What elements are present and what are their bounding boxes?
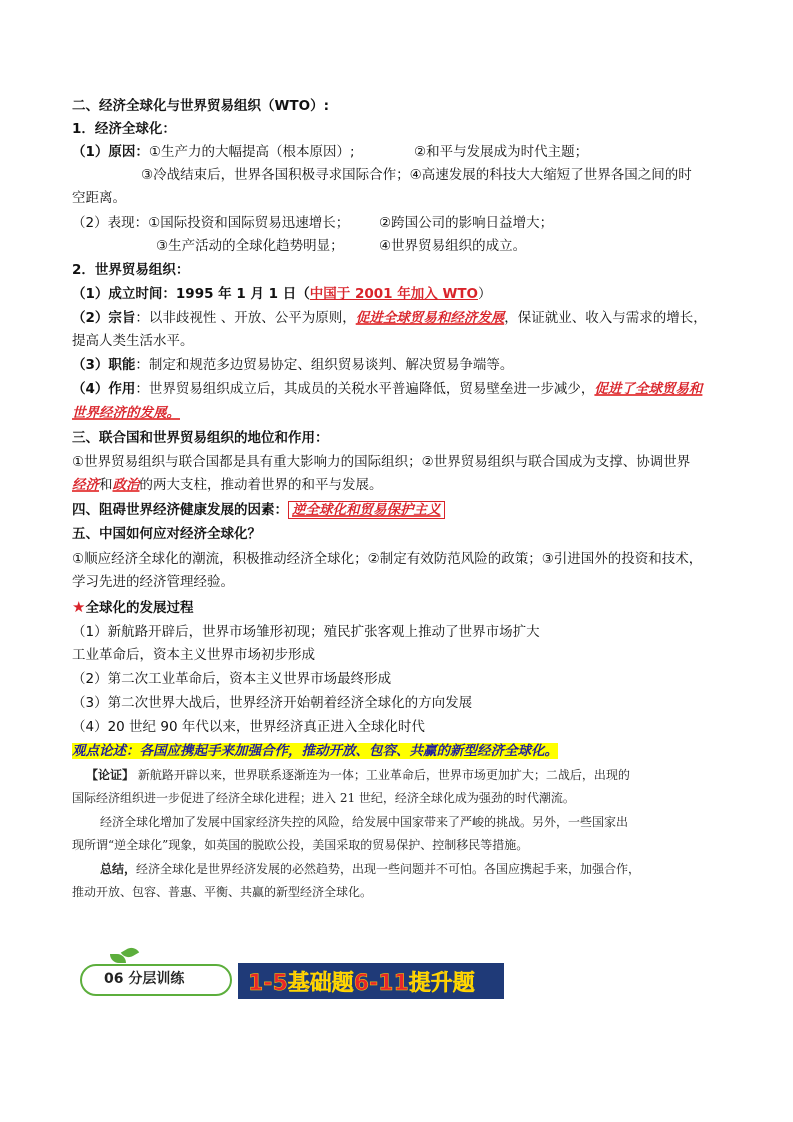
argument-p3a: 经济全球化是世界经济发展的必然趋势，出现一些问题并不可怕。各国应携起手来，加强合作， — [136, 862, 641, 876]
process-item-2: （2）第二次工业革命后，资本主义世界市场最终形成 — [72, 671, 392, 687]
function-label: （3）职能 — [72, 357, 136, 373]
section-5-line-2: 学习先进的经济管理经验。 — [72, 574, 234, 590]
purpose-text: ：以非歧视性 、开放、公平为原则， — [135, 310, 356, 326]
wto-purpose-line — [72, 308, 707, 328]
wto-effect-line — [72, 379, 702, 399]
subsection-wto-heading: 2．世界贸易组织： — [72, 262, 190, 278]
section-3-line-1: ①世界贸易组织与联合国都是具有重大影响力的国际组织；②世界贸易组织与联合国成为支撑、协调世界 — [72, 454, 691, 470]
purpose-rest: ，保证就业、收入与需求的增长， — [504, 310, 707, 326]
section-badge — [80, 958, 230, 996]
anti-globalization-highlight: 逆全球化和贸易保护主义 — [288, 501, 445, 519]
show-1: ①国际投资和国际贸易迅速增长； — [148, 215, 350, 231]
china-join-wto-highlight: 中国于 2001 年加入 WTO — [309, 286, 479, 302]
reason-label: （1）原因： — [72, 144, 149, 160]
and-word: 和 — [99, 477, 113, 493]
reason-4: 空距离。 — [72, 190, 126, 206]
argument-line-3: 经济全球化增加了发展中国家经济失控的风险，给发展中国家带来了严峻的挑战。另外，一些国家出 — [100, 815, 629, 829]
section-4-heading-line — [72, 500, 445, 520]
reason-1: ①生产力的大幅提高（根本原因）; — [148, 144, 355, 160]
process-heading: 全球化的发展过程 — [85, 600, 194, 616]
section-3-line-2 — [72, 475, 383, 495]
function-text: ：制定和规范多边贸易协定、组织贸易谈判、解决贸易争端等。 — [135, 357, 514, 373]
viewpoint-text: 观点论述：各国应携起手来加强合作，推动开放、包容、共赢的新型经济全球化。 — [72, 743, 558, 759]
star-icon: ★ — [72, 598, 86, 616]
effect-label: （4）作用 — [72, 381, 136, 397]
section-2-heading: 二、经济全球化与世界贸易组织（WTO）: — [72, 98, 329, 114]
wto-founding-line — [72, 284, 492, 304]
purpose-label: （2）宗旨 — [72, 310, 136, 326]
section-5-line-1: ①顺应经济全球化的潮流，积极推动经济全球化；②制定有效防范风险的政策；③引进国外的投资和技术， — [72, 551, 703, 567]
subsection-globalization-heading: 1．经济全球化： — [72, 121, 176, 137]
process-item-1b: 工业革命后，资本主义世界市场初步形成 — [72, 647, 315, 663]
section-3-heading: 三、联合国和世界贸易组织的地位和作用： — [72, 430, 329, 446]
exercise-banner-text: 1-5基础题6-11提升题 — [248, 971, 475, 996]
show-2: ②跨国公司的影响日益增大； — [379, 215, 554, 231]
process-heading-line — [72, 597, 193, 618]
exercise-banner — [238, 963, 504, 999]
section-3-line-2-rest: 的两大支柱，推动着世界的和平与发展。 — [139, 477, 383, 493]
found-label: （1）成立时间： — [72, 286, 176, 302]
effect-highlight-2: 世界经济的发展。 — [72, 405, 180, 421]
show-3: ③生产活动的全球化趋势明显； — [156, 238, 344, 254]
purpose-highlight: 促进全球贸易和经济发展 — [355, 310, 505, 326]
process-item-1a: （1）新航路开辟后，世界市场雏形初现；殖民扩张客观上推动了世界市场扩大 — [72, 624, 540, 640]
politics-highlight: 政治 — [112, 477, 140, 493]
show-line-1 — [72, 213, 349, 233]
process-item-4: （4）20 世纪 90 年代以来，世界经济真正进入全球化时代 — [72, 719, 425, 735]
argument-label: 【论证】 — [86, 768, 135, 782]
show-label: （2）表现： — [72, 215, 149, 231]
argument-p1a: 新航路开辟以来，世界联系逐渐连为一体；工业革命后，世界市场更加扩大；二战后，出现的 — [137, 768, 630, 782]
badge-label: 06 分层训练 — [104, 971, 185, 987]
effect-highlight-1: 促进了全球贸易和 — [594, 381, 703, 397]
summary-label: 总结， — [100, 862, 137, 876]
effect-line-2 — [72, 403, 180, 423]
process-item-3: （3）第二次世界大战后，世界经济开始朝着经济全球化的方向发展 — [72, 695, 473, 711]
reason-2: ②和平与发展成为时代主题； — [414, 144, 589, 160]
argument-line-5 — [100, 860, 640, 878]
reason-3: ③冷战结束后，世界各国积极寻求国际合作；④高速发展的科技大大缩短了世界各国之间的时 — [141, 167, 692, 183]
wto-function-line — [72, 355, 513, 375]
section-4-heading: 四、阻碍世界经济健康发展的因素： — [72, 502, 288, 518]
economy-highlight: 经济 — [72, 477, 99, 493]
argument-line-1 — [86, 766, 630, 784]
section-5-heading: 五、中国如何应对经济全球化？ — [72, 526, 261, 542]
show-4: ④世界贸易组织的成立。 — [379, 238, 527, 254]
found-end: ） — [478, 286, 492, 302]
argument-line-2: 国际经济组织进一步促进了经济全球化进程；进入 21 世纪，经济全球化成为强劲的时代潮流。 — [72, 791, 575, 805]
effect-text: ：世界贸易组织成立后，其成员的关税水平普遍降低，贸易壁垒进一步减少， — [135, 381, 595, 397]
argument-line-6: 推动开放、包容、普惠、平衡、共赢的新型经济全球化。 — [72, 885, 373, 899]
reason-line-1 — [72, 142, 355, 162]
found-date: 1995 年 1 月 1 日（ — [175, 286, 310, 302]
purpose-line-2: 提高人类生活水平。 — [72, 333, 194, 349]
viewpoint-line — [72, 741, 558, 761]
argument-line-4: 现所谓“逆全球化”现象，如英国的脱欧公投，美国采取的贸易保护、控制移民等措施。 — [72, 838, 529, 852]
